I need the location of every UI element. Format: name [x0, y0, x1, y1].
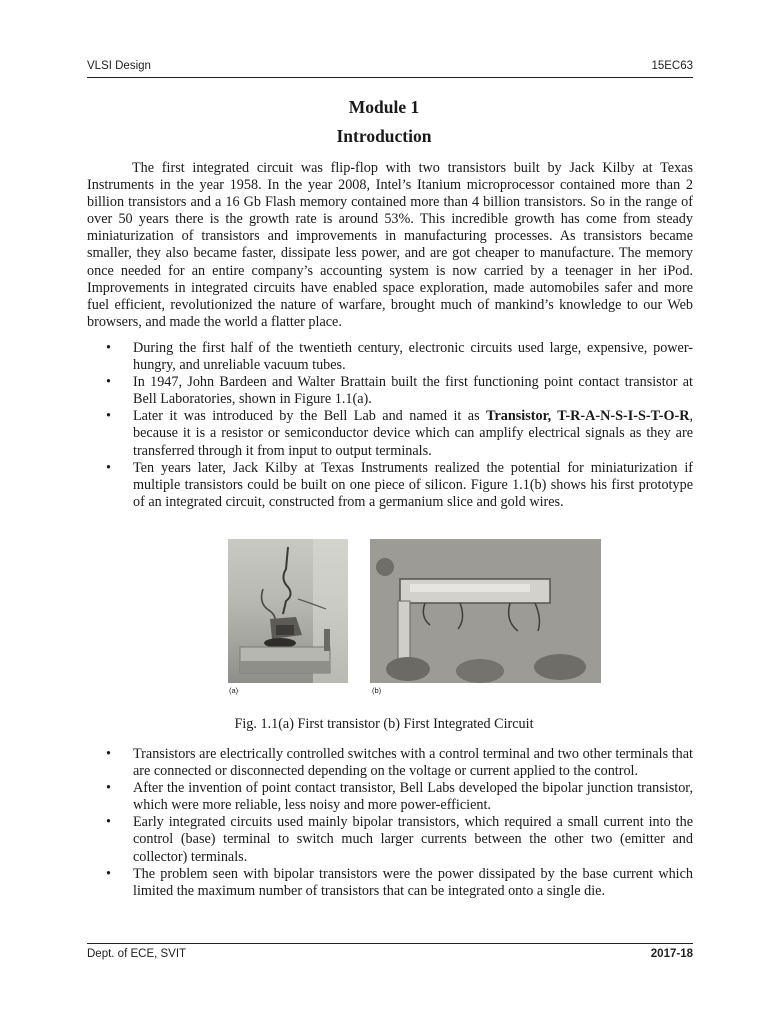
- header-rule: [87, 77, 693, 78]
- list-item: [87, 780, 693, 814]
- bullet-icon: •: [106, 374, 111, 391]
- bullet-text: Ten years later, Jack Kilby at Texas Instruments realized the potential for miniaturization if multiple transistors could be built on one piece of silicon. Figure 1.1(b) shows his first prototype of an integrated circuit, constructed from a germanium slice and gold wires.: [133, 459, 693, 510]
- bullet-bold-term: Transistor, T-R-A-N-S-I-S-T-O-R: [486, 408, 690, 425]
- first-integrated-circuit-photo: [370, 539, 601, 683]
- intro-paragraph: The first integrated circuit was flip-flop with two transistors built by Jack Kilby at Texas Instruments in the year 1958. In the year 2008, Intel’s Itanium microprocessor contained more than 2 billion transistors and a 16 Gb Flash memory contained more than 4 billion transistors. So in the range of over 50 years there is the growth rate is around 53%. This incredible growth has come from steady miniaturization of transistors and improvements in manufacturing processes. As transistors became smaller, they also became faster, dissipate less power, and are got cheaper to manufacture. The memory once needed for an entire company’s accounting system is now carried by a teenager in her iPod. Improvements in integrated circuits have enabled space exploration, made automobiles safer and more fuel efficient, revolutionized the nature of warfare, brought much of mankind’s knowledge to our Web browsers, and made the world a flatter place.: [87, 160, 693, 330]
- footer-academic-year: 2017-18: [650, 948, 693, 960]
- bullet-icon: •: [106, 814, 111, 831]
- bullet-text: Later it was introduced by the Bell Lab and named it as: [133, 408, 487, 425]
- bullet-icon: •: [106, 459, 111, 476]
- list-item: [87, 460, 693, 511]
- transistor-illustration: [228, 539, 348, 683]
- page-header: [87, 60, 693, 76]
- bullet-icon: •: [106, 780, 111, 797]
- bullet-text: Transistors are electrically controlled switches with a control terminal and two other terminals that are connected or disconnected depending on the voltage or current applied to the control.: [133, 746, 693, 780]
- bullet-text: The problem seen with bipolar transistors were the power dissipated by the base current which limited the maximum number of transistors that can be integrated onto a single die.: [133, 865, 693, 899]
- bullet-list-history: [87, 340, 693, 511]
- list-item: [87, 866, 693, 900]
- bullet-list-transistors: [87, 746, 693, 900]
- bullet-icon: •: [106, 340, 111, 356]
- list-item: [87, 340, 693, 374]
- figure-sublabel-b: (b): [372, 686, 382, 695]
- list-item: [87, 746, 693, 780]
- bullet-text: In 1947, John Bardeen and Walter Brattain built the first functioning point contact transistor at Bell Laboratories, shown in Figure 1.1(a).: [133, 374, 693, 408]
- module-title: Module 1: [348, 97, 420, 117]
- page-footer: [87, 948, 693, 964]
- bullet-text: During the first half of the twentieth century, electronic circuits used large, expensive, power-hungry, and unreliable vacuum tubes.: [133, 340, 693, 374]
- header-course-code: 15EC63: [651, 60, 693, 72]
- list-item: [87, 374, 693, 408]
- footer-rule: [87, 943, 693, 944]
- bullet-text: , because it is a resistor or semiconductor device which can amplify electrical signals as they are transferred through it from input to output terminals.: [133, 408, 694, 459]
- integrated-circuit-illustration: [370, 539, 601, 683]
- bullet-icon: •: [106, 408, 111, 425]
- list-item: [87, 814, 693, 865]
- header-course-name: VLSI Design: [87, 60, 151, 72]
- list-item: [87, 408, 693, 459]
- bullet-icon: •: [106, 865, 111, 882]
- first-transistor-photo: [228, 539, 348, 683]
- bullet-text: After the invention of point contact transistor, Bell Labs developed the bipolar junction transistor, which were more reliable, less noisy and more power-efficient.: [133, 780, 693, 814]
- section-title: Introduction: [336, 126, 432, 146]
- figure-caption: Fig. 1.1(a) First transistor (b) First Integrated Circuit: [234, 716, 534, 732]
- footer-department: Dept. of ECE, SVIT: [87, 948, 187, 960]
- bullet-icon: •: [106, 746, 111, 762]
- figure-sublabel-a: (a): [229, 686, 239, 695]
- bullet-text: Early integrated circuits used mainly bipolar transistors, which required a small current into the control (base) terminal to switch much larger currents between the other two (emitter and collector) terminals.: [133, 814, 693, 865]
